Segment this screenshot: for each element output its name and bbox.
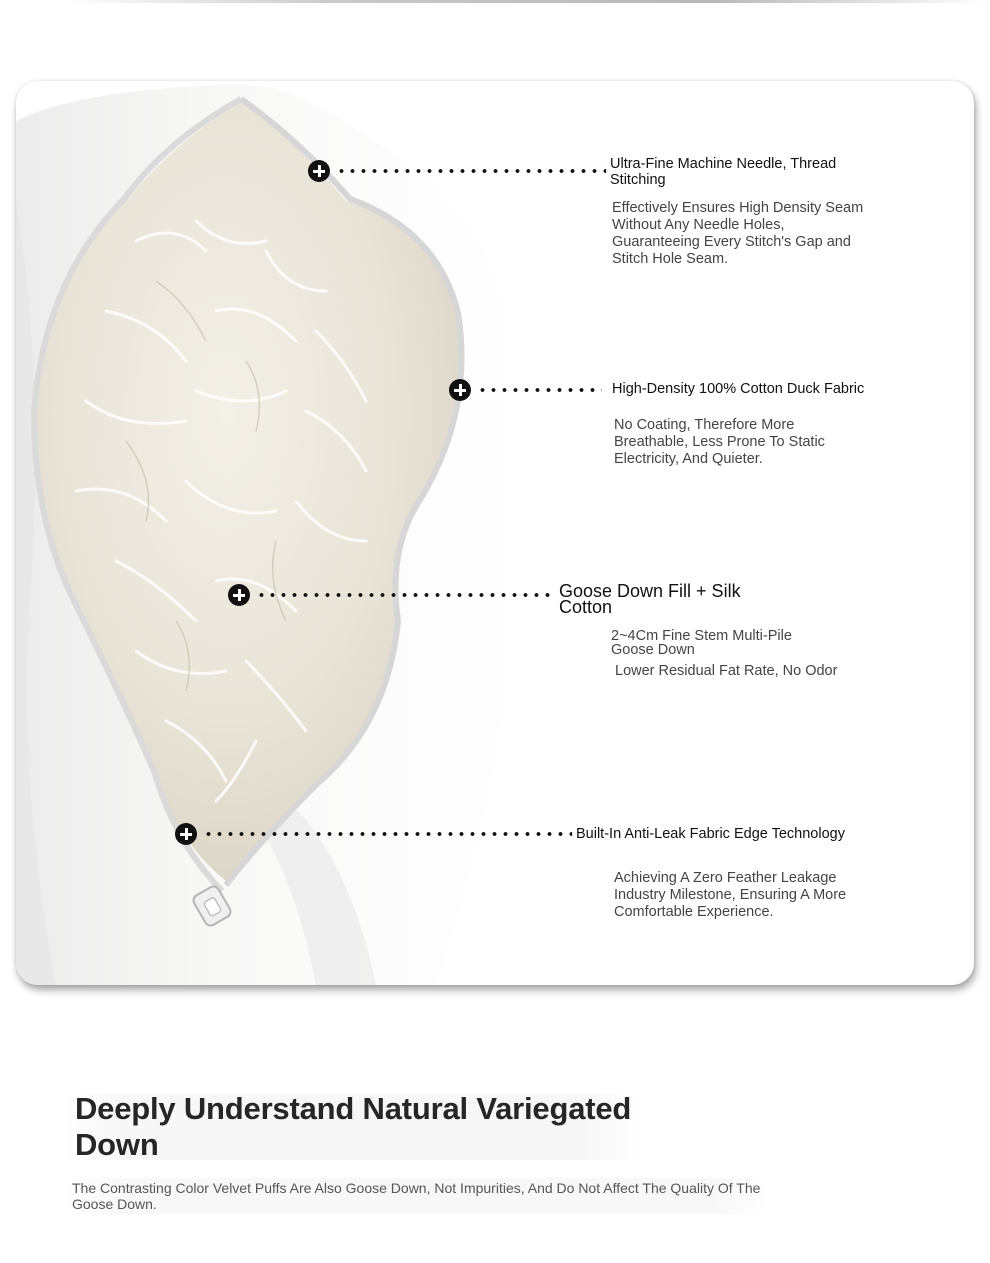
callout-body-fill-line2: Lower Residual Fat Rate, No Odor bbox=[611, 661, 879, 682]
callout-body-fabric: No Coating, Therefore More Breathable, Less Prone To Static Electricity, And Quieter. bbox=[610, 415, 830, 470]
callout-title-fill: Goose Down Fill + Silk Cotton bbox=[555, 581, 763, 617]
callout-body-fill-line1: 2~4Cm Fine Stem Multi-Pile Goose Down bbox=[607, 627, 811, 659]
dotted-leader-line bbox=[336, 169, 608, 173]
top-divider bbox=[60, 0, 990, 3]
dotted-leader-line bbox=[203, 832, 573, 836]
plus-circle-icon[interactable] bbox=[308, 160, 330, 182]
callout-title-stitching: Ultra-Fine Machine Needle, Thread Stitching bbox=[606, 154, 864, 190]
dotted-leader-line bbox=[477, 388, 602, 392]
callout-title-anti-leak: Built-In Anti-Leak Fabric Edge Technology bbox=[572, 824, 880, 844]
plus-circle-icon[interactable] bbox=[228, 584, 250, 606]
callout-body-anti-leak: Achieving A Zero Feather Leakage Industry Milestone, Ensuring A More Comfortable Experience. bbox=[610, 868, 870, 923]
callout-body-stitching: Effectively Ensures High Density Seam Without Any Needle Holes, Guaranteeing Every Stitch's Gap and Stitch Hole Seam. bbox=[608, 198, 878, 270]
dotted-leader-line bbox=[256, 593, 556, 597]
product-feature-card bbox=[16, 81, 974, 985]
plus-circle-icon[interactable] bbox=[175, 823, 197, 845]
section-heading: Deeply Understand Natural Variegated Down bbox=[64, 1094, 642, 1160]
callout-title-fabric: High-Density 100% Cotton Duck Fabric bbox=[608, 379, 886, 399]
section-description: The Contrasting Color Velvet Puffs Are Also Goose Down, Not Impurities, And Do Not Affect The Quality Of The Goose Down. bbox=[64, 1178, 768, 1214]
plus-circle-icon[interactable] bbox=[449, 379, 471, 401]
